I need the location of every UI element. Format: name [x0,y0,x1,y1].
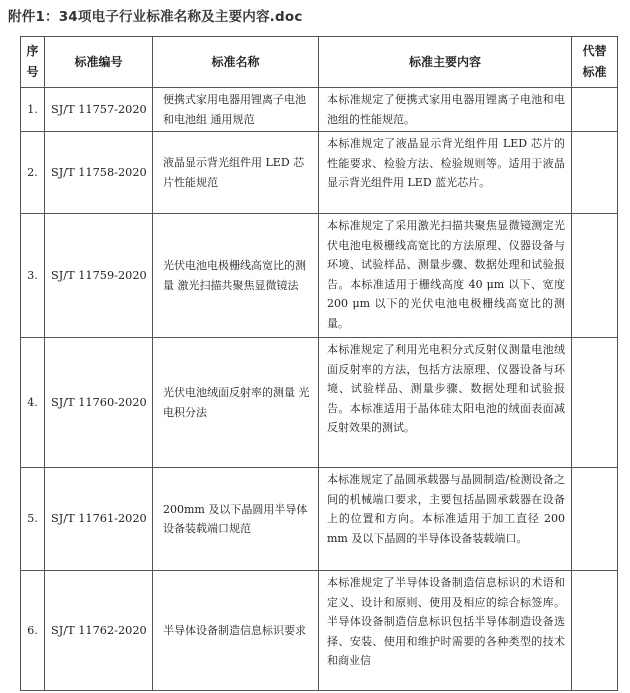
row-code: SJ/T 11757-2020 [45,88,153,132]
row-no: 5. [21,468,45,571]
row-name: 200mm 及以下晶圆用半导体设备装载端口规范 [153,468,319,571]
document-title: 附件1：34项电子行业标准名称及主要内容.doc [8,9,303,25]
row-code: SJ/T 11758-2020 [45,132,153,214]
row-no: 1. [21,88,45,132]
row-no: 2. [21,132,45,214]
row-name: 光伏电池绒面反射率的测量 光电积分法 [153,338,319,468]
table-row [21,468,618,571]
row-code: SJ/T 11759-2020 [45,214,153,338]
row-content: 本标准规定了采用激光扫描共聚焦显微镜测定光伏电池电极栅线高宽比的方法原理、仪器设备与环境、试验样品、测量步骤、数据处理和试验报告。本标准适用于栅线高度 40 μm 以下、宽度 200 μm 以下的光伏电池电极栅线高宽比的测量。 [319,214,572,338]
row-name: 液晶显示背光组件用 LED 芯片性能规范 [153,132,319,214]
header-content: 标准主要内容 [319,37,572,88]
row-name: 便携式家用电器用锂离子电池和电池组 通用规范 [153,88,319,132]
row-content: 本标准规定了半导体设备制造信息标识的术语和定义、设计和原则、使用及相应的综合标签库。半导体设备制造信息标识包括半导体制造设备选择、安装、使用和维护时需要的各种类型的技术和商业信 [319,571,572,691]
row-code: SJ/T 11760-2020 [45,338,153,468]
table-row [21,338,618,468]
row-no: 6. [21,571,45,691]
row-replaced [572,132,618,214]
row-replaced [572,214,618,338]
table-row [21,88,618,132]
standards-table [20,36,618,691]
table-row [21,132,618,214]
table-header-row [21,37,618,88]
header-replaced: 代替标准 [572,37,618,88]
row-code: SJ/T 11761-2020 [45,468,153,571]
row-replaced [572,571,618,691]
row-content: 本标准规定了便携式家用电器用锂离子电池和电池组的性能规范。 [319,88,572,132]
row-content: 本标准规定了液晶显示背光组件用 LED 芯片的性能要求、检验方法、检验规则等。适用于液晶显示背光组件用 LED 蓝光芯片。 [319,132,572,214]
header-no: 序号 [21,37,45,88]
row-replaced [572,468,618,571]
header-name: 标准名称 [153,37,319,88]
row-replaced [572,88,618,132]
row-content: 本标准规定了利用光电积分式反射仪测量电池绒面反射率的方法，包括方法原理、仪器设备与环境、试验样品、测量步骤、数据处理和试验报告。本标准适用于晶体硅太阳电池的绒面表面减反射效果的测试。 [319,338,572,468]
row-content: 本标准规定了晶圆承载器与晶圆制造/检测设备之间的机械端口要求，主要包括晶圆承载器在设备上的位置和方向。本标准适用于加工直径 200 mm 及以下晶圆的半导体设备装载端口。 [319,468,572,571]
table-row [21,571,618,691]
row-name: 光伏电池电极栅线高宽比的测量 激光扫描共聚焦显微镜法 [153,214,319,338]
header-code: 标准编号 [45,37,153,88]
row-code: SJ/T 11762-2020 [45,571,153,691]
row-no: 3. [21,214,45,338]
row-no: 4. [21,338,45,468]
table-row [21,214,618,338]
row-name: 半导体设备制造信息标识要求 [153,571,319,691]
row-replaced [572,338,618,468]
